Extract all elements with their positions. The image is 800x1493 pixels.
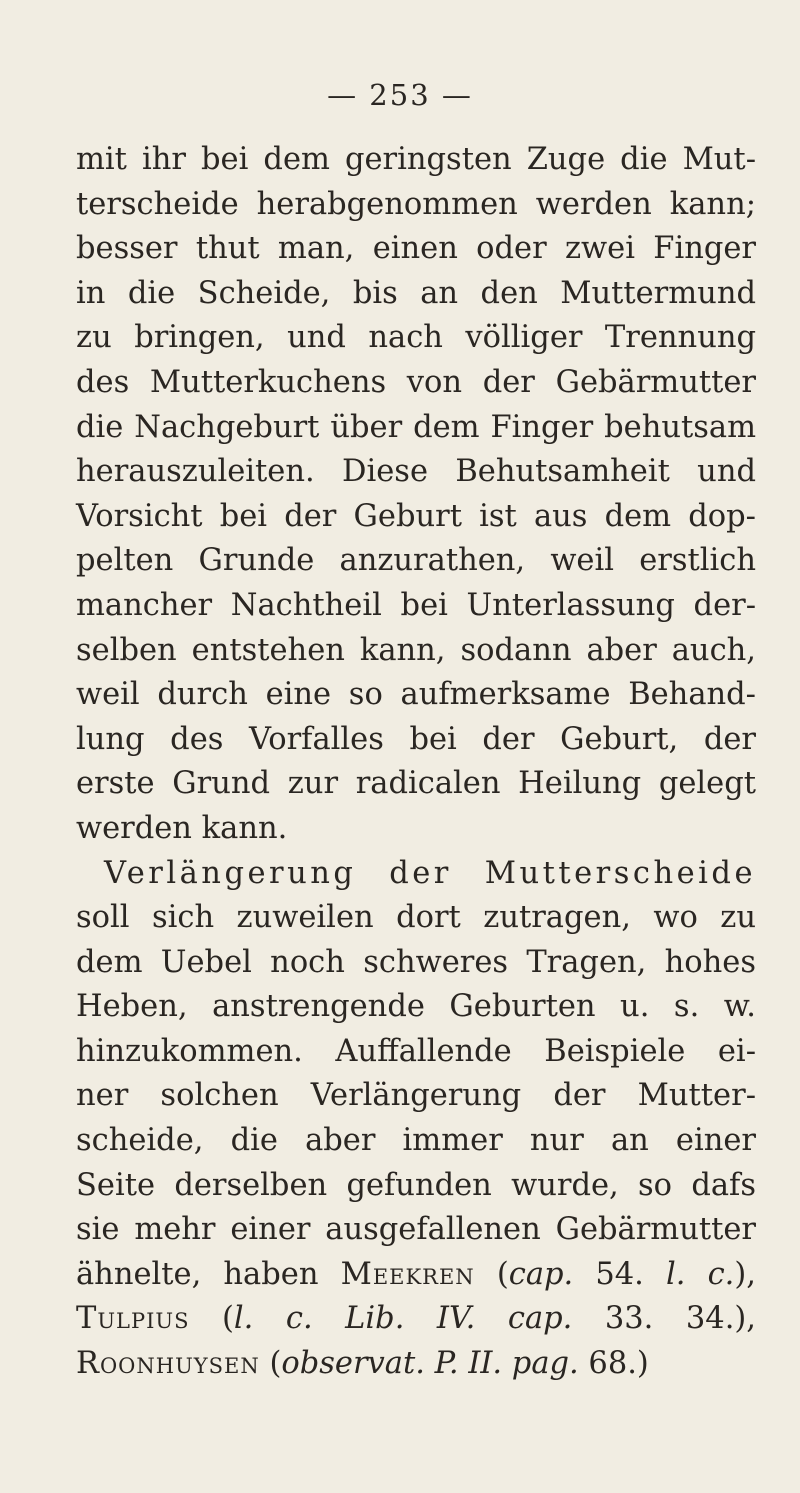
- text-segment: in die Scheide, bis an den Muttermund: [76, 275, 756, 311]
- text-segment: Meekren: [340, 1256, 475, 1292]
- page-number-header: — 253 —: [327, 78, 473, 112]
- text-segment: soll sich zuweilen dort zutragen, wo zu: [76, 900, 756, 936]
- text-line: [76, 1342, 756, 1387]
- text-segment: Heben, anstrengende Geburten u. s. w.: [76, 989, 756, 1025]
- text-segment: werden kann.: [76, 810, 288, 846]
- text-segment: besser thut man, einen oder zwei Finger: [76, 231, 756, 267]
- text-line: [76, 272, 756, 317]
- text-segment: erste Grund zur radicalen Heilung gelegt: [76, 766, 756, 802]
- text-line: [76, 138, 756, 183]
- text-line: [76, 896, 756, 941]
- text-line: [76, 718, 756, 763]
- text-line: [76, 316, 756, 361]
- text-segment: sie mehr einer ausgefallenen Gebärmutter: [76, 1212, 756, 1248]
- text-segment: die Nachgeburt über dem Finger behutsam: [76, 409, 756, 445]
- text-line: [76, 406, 756, 451]
- text-segment: Tulpius: [76, 1301, 190, 1337]
- text-line: [76, 584, 756, 629]
- text-segment: (: [474, 1256, 509, 1292]
- text-line: [76, 673, 756, 718]
- text-segment: 68.): [578, 1346, 649, 1382]
- text-segment: weil durch eine so aufmerksame Behand-: [76, 677, 756, 713]
- text-line: [76, 852, 756, 897]
- text-segment: zu bringen, und nach völliger Trennung: [76, 320, 756, 356]
- text-segment: Seite derselben gefunden wurde, so dafs: [76, 1167, 756, 1203]
- text-line: [76, 1164, 756, 1209]
- text-line: [76, 539, 756, 584]
- text-segment: Verlängerung der Mutterscheide: [104, 855, 756, 891]
- text-segment: dem Uebel noch schweres Tragen, hohes: [76, 944, 756, 980]
- text-line: [76, 985, 756, 1030]
- body-text: [76, 138, 756, 1387]
- text-segment: ner solchen Verlängerung der Mutter-: [76, 1078, 756, 1114]
- text-segment: (: [189, 1301, 234, 1337]
- text-line: [76, 807, 756, 852]
- text-line: [76, 762, 756, 807]
- text-segment: 33. 34.),: [572, 1301, 756, 1337]
- text-segment: cap.: [508, 1256, 574, 1292]
- text-line: [76, 1208, 756, 1253]
- text-segment: des Mutterkuchens von der Gebärmutter: [76, 364, 756, 400]
- text-line: [76, 941, 756, 986]
- text-line: [76, 1297, 756, 1342]
- text-segment: l. c. Lib. IV. cap.: [233, 1301, 573, 1337]
- text-segment: 54.: [573, 1256, 667, 1292]
- text-line: [76, 361, 756, 406]
- text-segment: ähnelte, haben: [76, 1256, 341, 1292]
- text-line: [76, 450, 756, 495]
- text-line: [76, 1119, 756, 1164]
- text-line: [76, 629, 756, 674]
- text-segment: mancher Nachtheil bei Unterlassung der-: [76, 587, 756, 623]
- text-segment: (: [259, 1346, 282, 1382]
- text-segment: scheide, die aber immer nur an einer: [76, 1123, 756, 1159]
- text-segment: observat. P. II. pag.: [281, 1346, 579, 1382]
- text-segment: pelten Grunde anzurathen, weil erstlich: [76, 543, 756, 579]
- text-segment: selben entstehen kann, sodann aber auch,: [76, 632, 756, 668]
- text-segment: Roonhuysen: [76, 1346, 260, 1382]
- text-segment: hinzukommen. Auffallende Beispiele ei-: [76, 1033, 756, 1069]
- text-segment: l. c.: [666, 1256, 735, 1292]
- text-line: [76, 227, 756, 272]
- text-line: [76, 1074, 756, 1119]
- text-segment: terscheide herabgenommen werden kann;: [76, 186, 756, 222]
- text-line: [76, 1253, 756, 1298]
- text-line: [76, 183, 756, 228]
- text-line: [76, 495, 756, 540]
- text-segment: herauszuleiten. Diese Behutsamheit und: [76, 454, 756, 490]
- text-segment: lung des Vorfalles bei der Geburt, der: [76, 721, 756, 757]
- text-line: [76, 1030, 756, 1075]
- text-segment: Vorsicht bei der Geburt ist aus dem dop-: [76, 498, 756, 534]
- text-segment: ),: [734, 1256, 756, 1292]
- text-segment: mit ihr bei dem geringsten Zuge die Mut-: [76, 142, 756, 177]
